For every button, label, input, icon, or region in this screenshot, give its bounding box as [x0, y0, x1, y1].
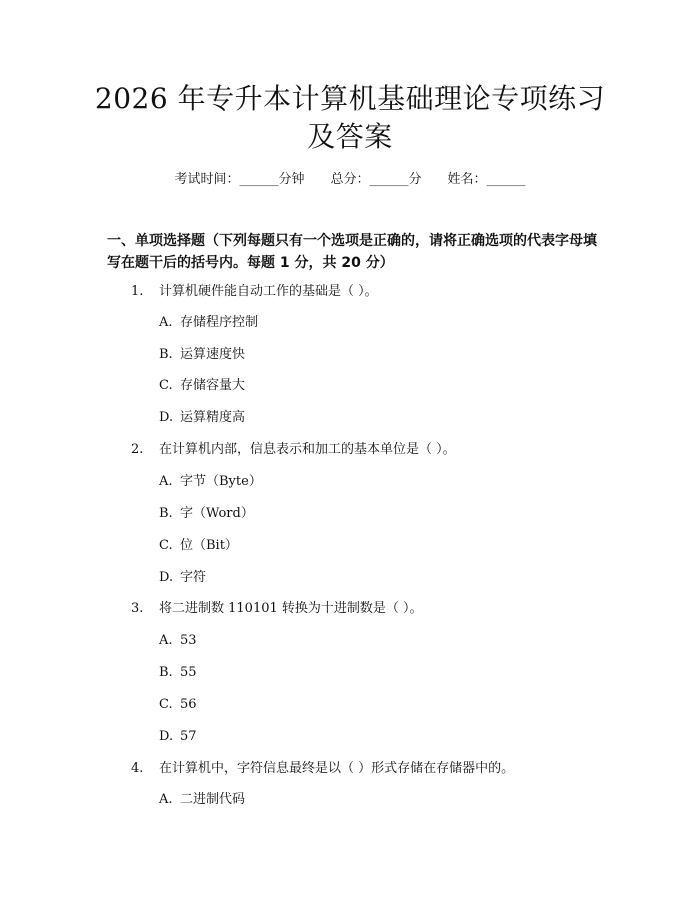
- question-text: 计算机硬件能自动工作的基础是（ ）。: [159, 284, 378, 299]
- option-letter: A.: [159, 792, 173, 807]
- question-number: 4.: [131, 761, 144, 776]
- option-letter: D.: [159, 570, 174, 585]
- option-letter: A.: [159, 474, 173, 489]
- question-number: 1.: [131, 284, 144, 299]
- option-text: 字节（Byte）: [180, 474, 262, 489]
- question-text: 在计算机中，字符信息最终是以（ ）形式存储在存储器中的。: [159, 761, 515, 776]
- option-letter: C.: [159, 697, 173, 712]
- option-letter: B.: [159, 665, 173, 680]
- option-text: 二进制代码: [180, 792, 246, 807]
- section-heading: 一、单项选择题（下列每题只有一个选项是正确的，请将正确选项的代表字母填写在题干后的括号内。每题 1 分，共 20 分）: [107, 233, 597, 271]
- exam-meta: [0, 168, 700, 187]
- option-text: 字（Word）: [180, 506, 254, 521]
- option-text: 位（Bit）: [180, 538, 238, 553]
- option-letter: A.: [159, 315, 173, 330]
- option-text: 运算精度高: [180, 410, 246, 425]
- question-number: 2.: [131, 442, 144, 457]
- student-name-field: 姓名：______: [447, 172, 526, 187]
- option-letter: B.: [159, 506, 173, 521]
- document-title: 2026 年专升本计算机基础理论专项练习及答案: [94, 82, 606, 153]
- option-letter: C.: [159, 538, 173, 553]
- option-text: 57: [180, 729, 197, 744]
- option-text: 存储容量大: [180, 378, 246, 393]
- option-letter: D.: [159, 729, 174, 744]
- total-score-field: 总分：______分: [330, 172, 422, 187]
- option-letter: D.: [159, 410, 174, 425]
- option-text: 字符: [180, 570, 207, 585]
- question-text: 在计算机内部，信息表示和加工的基本单位是（ ）。: [159, 442, 456, 457]
- option-letter: B.: [159, 347, 173, 362]
- question-number: 3.: [131, 601, 144, 616]
- option-text: 56: [180, 697, 197, 712]
- option-text: 运算速度快: [180, 347, 246, 362]
- option-text: 存储程序控制: [180, 315, 259, 330]
- option-text: 53: [180, 633, 197, 648]
- option-letter: C.: [159, 378, 173, 393]
- option-text: 55: [180, 665, 197, 680]
- exam-time-field: 考试时间：______分钟: [174, 172, 305, 187]
- question-text: 将二进制数 110101 转换为十进制数是（ ）。: [159, 601, 423, 616]
- option-letter: A.: [159, 633, 173, 648]
